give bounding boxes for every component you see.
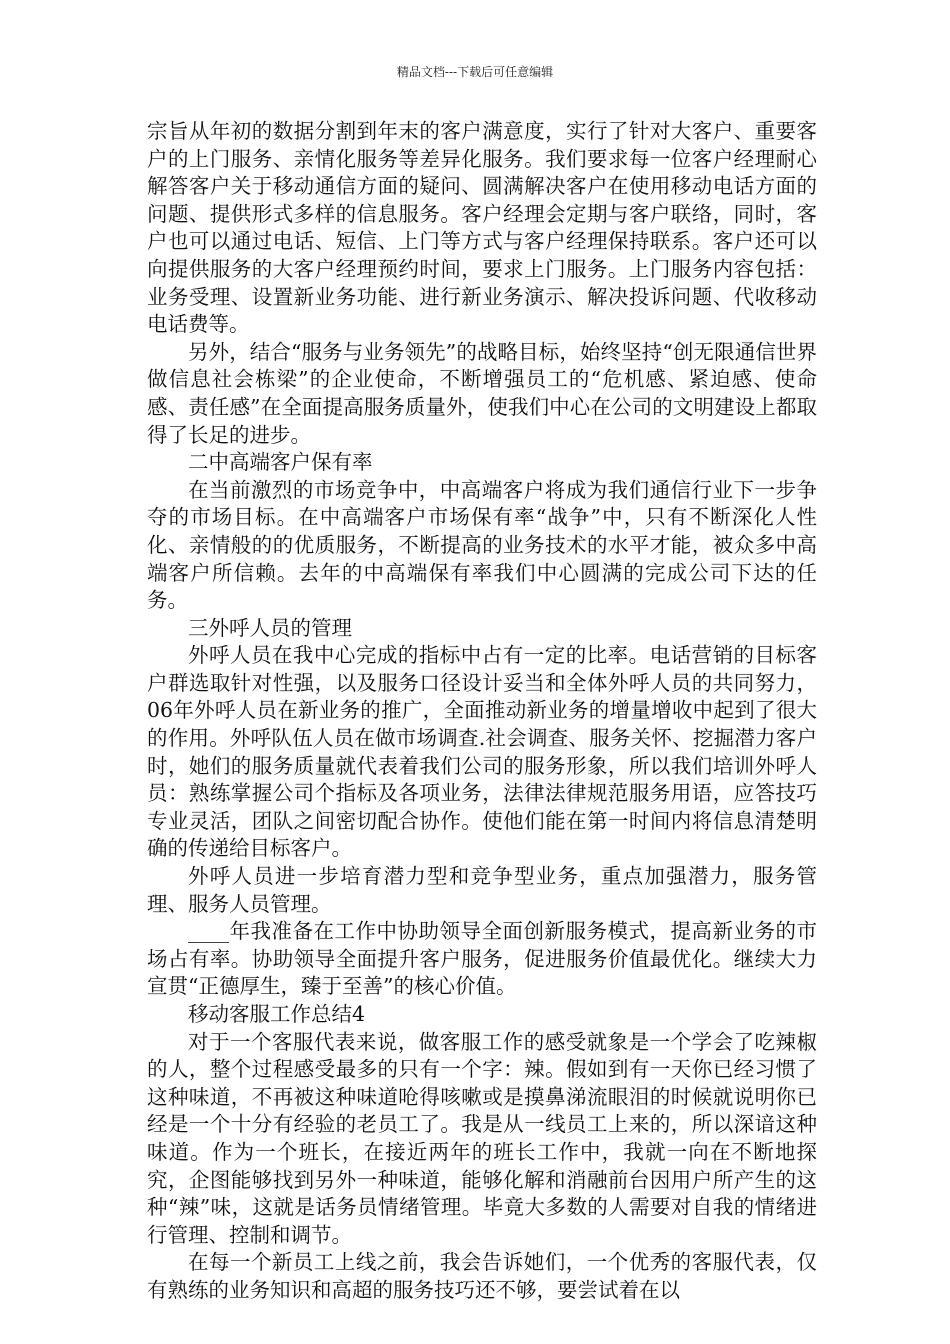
paragraph: ____年我准备在工作中协助领导全面创新服务模式，提高新业务的市场占有率。协助领导全面提升客户服务，促进服务价值最优化。继续大力宣贯“正德厚生，臻于至善”的核心价值。 bbox=[147, 919, 817, 999]
page-header: 精品文档---下载后可任意编辑 bbox=[396, 65, 554, 79]
section-heading: 二中高端客户保有率 bbox=[188, 450, 373, 475]
paragraph: 宗旨从年初的数据分割到年末的客户满意度，实行了针对大客户、重要客户的上门服务、亲情化服务等差异化服务。我们要求每一位客户经理耐心解答客户关于移动通信方面的疑问、圆满解决客户在使用移动电话方面的问题、提供形式多样的信息服务。客户经理会定期与客户联络，同时，客户也可以通过电话、短信、上门等方式与客户经理保持联系。客户还可以向提供服务的大客户经理预约时间，要求上门服务。上门服务内容包括：业务受理、设置新业务功能、进行新业务演示、解决投诉问题、代收移动电话费等。 bbox=[147, 119, 817, 337]
section-heading: 移动客服工作总结4 bbox=[188, 1002, 366, 1026]
document-body bbox=[147, 118, 817, 1305]
paragraph: 在每一个新员工上线之前，我会告诉她们，一个优秀的客服代表，仅有熟练的业务知识和高超的服务技巧还不够，要尝试着在以 bbox=[147, 1250, 817, 1302]
paragraph: 外呼人员进一步培育潜力型和竞争型业务，重点加强潜力，服务管理、服务人员管理。 bbox=[147, 864, 817, 916]
section-heading: 三外呼人员的管理 bbox=[188, 615, 352, 640]
paragraph: 另外，结合“服务与业务领先”的战略目标，始终坚持“创无限通信世界做信息社会栋梁”的企业使命，不断增强员工的“危机感、紧迫感、使命感、责任感”在全面提高服务质量外，使我们中心在公司的文明建设上都取得了长足的进步。 bbox=[147, 339, 817, 447]
paragraph: 外呼人员在我中心完成的指标中占有一定的比率。电话营销的目标客户群选取针对性强，以及服务口径设计妥当和全体外呼人员的共同努力，06年外呼人员在新业务的推广，全面推动新业务的增量增收中起到了很大的作用。外呼队伍人员在做市场调查.社会调查、服务关怀、挖掘潜力客户时，她们的服务质量就代表着我们公司的服务形象，所以我们培训外呼人员：熟练掌握公司个指标及各项业务，法律法律规范服务用语，应答技巧专业灵活，团队之间密切配合协作。使他们能在第一时间内将信息清楚明确的传递给目标客户。 bbox=[147, 643, 817, 861]
paragraph: 在当前激烈的市场竞争中，中高端客户将成为我们通信行业下一步争夺的市场目标。在中高端客户市场保有率“战争”中，只有不断深化人性化、亲情般的的优质服务，不断提高的业务技术的水平才能，被众多中高端客户所信赖。去年的中高端保有率我们中心圆满的完成公司下达的任务。 bbox=[147, 477, 817, 613]
paragraph: 对于一个客服代表来说，做客服工作的感受就象是一个学会了吃辣椒的人，整个过程感受最多的只有一个字：辣。假如到有一天你已经习惯了这种味道，不再被这种味道呛得咳嗽或是摸鼻涕流眼泪的时候就说明你已经是一个十分有经验的老员工了。我是从一线员工上来的，所以深谙这种味道。作为一个班长，在接近两年的班长工作中，我就一向在不断地探究，企图能够找到另外一种味道，能够化解和消融前台因用户所产生的这种“辣”味，这就是话务员情绪管理。毕竟大多数的人需要对自我的情绪进行管理、控制和调节。 bbox=[147, 1029, 817, 1247]
